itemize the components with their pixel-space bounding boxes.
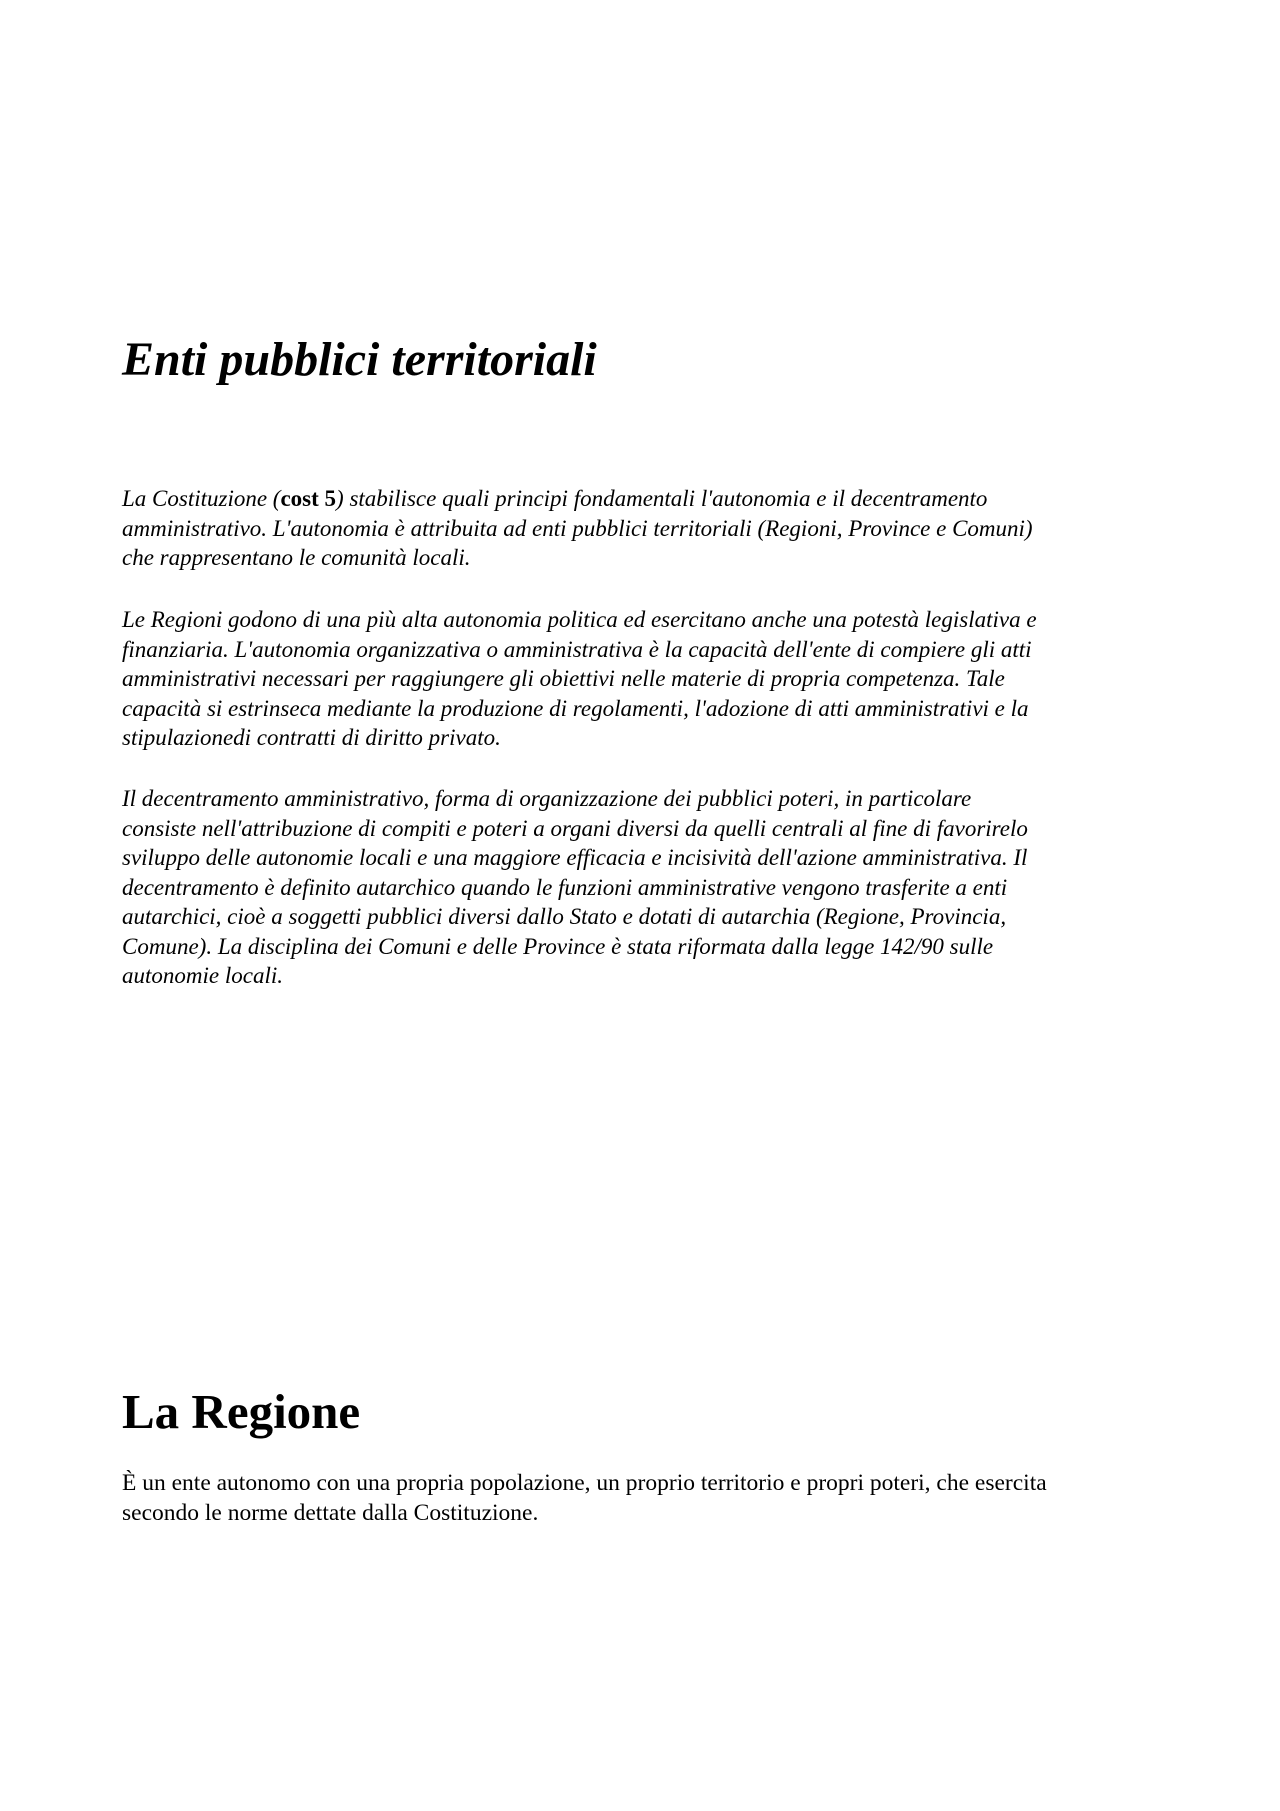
intro-line-2: amministrativo. L'autonomia è attribuita ad enti pubblici territoriali (Regioni, Province e Comuni) <box>122 515 1033 541</box>
intro-mid: ) stabilisce quali principi fondamentali l'autonomia e il decentramento <box>336 486 988 511</box>
decentramento-paragraph <box>122 784 1182 991</box>
regioni-line: capacità si estrinseca mediante la produzione di regolamenti, l'adozione di atti amministrativi e la <box>122 695 1029 721</box>
intro-paragraph <box>122 484 1182 573</box>
regione-line: secondo le norme dettate dalla Costituzione. <box>122 1499 539 1526</box>
decentramento-line: consiste nell'attribuzione di compiti e poteri a organi diversi da quelli centrali al fine di favorirelo <box>122 815 1028 841</box>
decentramento-line: autarchici, cioè a soggetti pubblici diversi dallo Stato e dotati di autarchia (Regione, Provincia, <box>122 904 1007 929</box>
regione-paragraph <box>122 1469 1182 1528</box>
regione-line: È un ente autonomo con una propria popolazione, un proprio territorio e propri poteri, che esercita <box>122 1470 1047 1496</box>
intro-line-3: che rappresentano le comunità locali. <box>122 545 471 570</box>
regioni-line: amministrativi necessari per raggiungere gli obiettivi nelle materie di propria competenza. Tale <box>122 666 1005 691</box>
decentramento-line: decentramento è definito autarchico quando le funzioni amministrative vengono trasferite a enti <box>122 874 1008 900</box>
section-title-la-regione: La Regione <box>122 1384 361 1439</box>
decentramento-line: sviluppo delle autonomie locali e una maggiore efficacia e incisività dell'azione amministrativa. Il <box>122 845 1028 870</box>
decentramento-line: Comune). La disciplina dei Comuni e delle Province è stata riformata dalla legge 142/90 sulle <box>122 933 994 959</box>
intro-prefix: La Costituzione ( <box>122 486 281 511</box>
regioni-line: Le Regioni godono di una più alta autonomia politica ed esercitano anche una potestà legislativa e <box>122 607 1037 632</box>
section-title-enti-pubblici: Enti pubblici territoriali <box>122 333 597 386</box>
regioni-paragraph <box>122 605 1182 753</box>
decentramento-line: Il decentramento amministrativo, forma di organizzazione dei pubblici poteri, in particolare <box>122 786 972 811</box>
regioni-line: stipulazionedi contratti di diritto privato. <box>122 725 501 750</box>
constitution-reference: cost 5 <box>280 486 337 511</box>
regioni-line: finanziaria. L'autonomia organizzativa o amministrativa è la capacità dell'ente di compiere gli atti <box>122 636 1032 662</box>
intro-line-1 <box>122 484 1182 514</box>
decentramento-line: autonomie locali. <box>122 963 283 988</box>
